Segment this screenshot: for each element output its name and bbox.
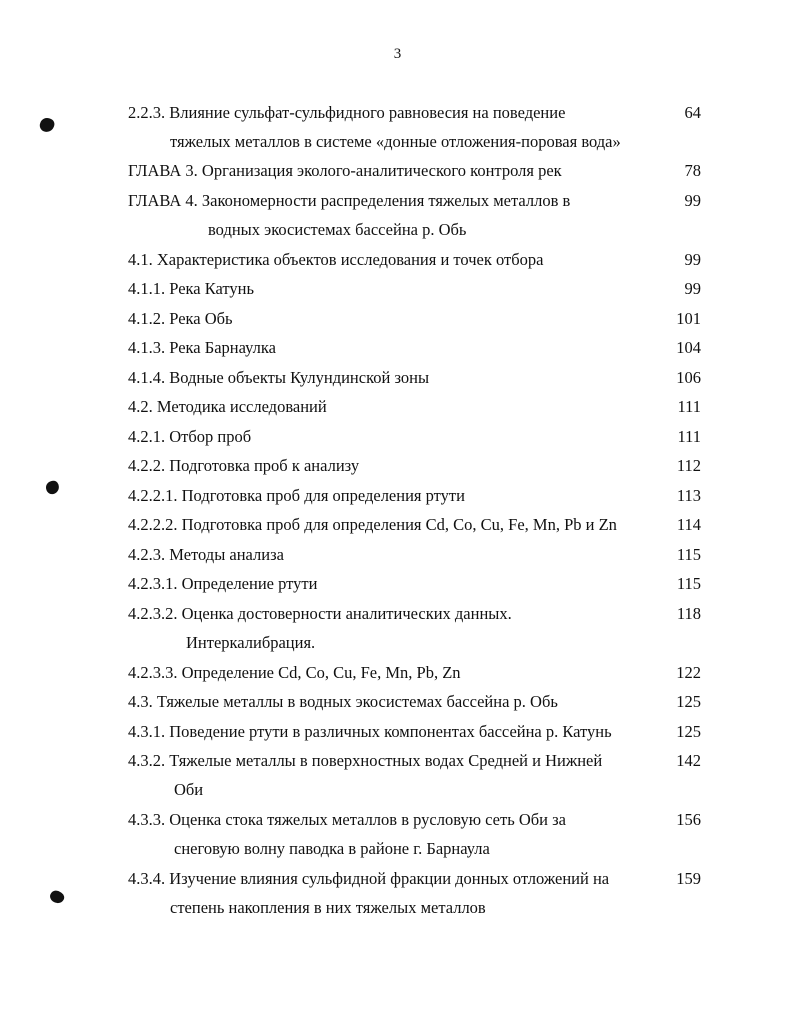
toc-entry [0,746,795,799]
toc-entry-page: 114 [676,515,701,534]
toc-entry-page: 112 [676,456,701,475]
toc-entry-page: 111 [677,427,701,446]
toc-entry [0,717,795,746]
toc-entry-title: 4.2.1. Отбор проб [128,427,252,446]
toc-entry [0,274,795,303]
toc-entry-page: 156 [676,810,701,829]
toc-entry-title: 4.2.2.2. Подготовка проб для определения Cd, Co, Cu, Fe, Mn, Pb и Zn [128,515,617,534]
toc-entry-page: 111 [677,397,701,416]
toc-entry [0,658,795,687]
toc-entry-title: 4.3.2. Тяжелые металлы в поверхностных водах Средней и Нижней [128,751,603,770]
toc-entry [0,156,795,185]
toc-entry-page: 113 [676,486,701,505]
toc-entry [0,186,795,239]
toc-entry-title: 4.2.2. Подготовка проб к анализу [128,456,360,475]
toc-entry-title: ГЛАВА 3. Организация эколого-аналитического контроля рек [128,161,562,180]
toc-entry-title: 4.1.4. Водные объекты Кулундинской зоны [128,368,430,387]
page-number: 3 [393,46,402,62]
toc-entry-title: 4.2.3. Методы анализа [128,545,284,564]
toc-entry-title: 4.3.3. Оценка стока тяжелых металлов в русловую сеть Оби за [128,810,566,829]
toc-entry [0,422,795,451]
toc-entry-page: 99 [684,279,701,298]
toc-entry [0,451,795,480]
toc-entry-title: 4.3. Тяжелые металлы в водных экосистемах бассейна р. Обь [128,692,558,711]
toc-entry-title: 4.2.3.2. Оценка достоверности аналитических данных. [128,604,512,623]
toc-entry [0,805,795,858]
toc-entry-page: 106 [676,368,701,387]
toc-entry [0,363,795,392]
toc-entry-title: 4.2.3.3. Определение Cd, Co, Cu, Fe, Mn, Pb, Zn [128,663,461,682]
toc-entry-page: 115 [676,545,701,564]
toc-entry-page: 115 [676,574,701,593]
toc-entry [0,245,795,274]
toc-entry [0,599,795,652]
toc-entry-page: 159 [676,869,701,888]
toc-entry-title: 4.1.3. Река Барнаулка [128,338,276,357]
toc-entry-title: 4.1.2. Река Обь [128,309,233,328]
toc-entry [0,481,795,510]
toc-entry-title: 2.2.3. Влияние сульфат-сульфидного равновесия на поведение [128,103,566,122]
toc-entry-title: ГЛАВА 4. Закономерности распределения тяжелых металлов в [128,191,571,210]
toc-entry [0,687,795,716]
toc-entry-page: 99 [684,191,701,210]
toc-entry [0,392,795,421]
toc-entry-page: 101 [676,309,701,328]
toc-entry-page: 78 [684,161,701,180]
toc-entry-title: 4.2.3.1. Определение ртути [128,574,318,593]
toc-entry-page: 104 [676,338,701,357]
toc-entry [0,98,795,151]
toc-entry-page: 118 [676,604,701,623]
toc-entry-continuation: Интеркалибрация. [186,633,316,652]
toc-entry-continuation: Оби [174,780,204,799]
toc-entry-page: 142 [676,751,701,770]
toc-entry-continuation: водных экосистемах бассейна р. Обь [208,220,467,239]
toc-entry [0,864,795,917]
toc-entry-continuation: тяжелых металлов в системе «донные отложения-поровая вода» [170,132,621,151]
toc-entry-title: 4.3.4. Изучение влияния сульфидной фракции донных отложений на [128,869,610,888]
toc-entry [0,540,795,569]
toc-entry-continuation: степень накопления в них тяжелых металлов [170,898,486,917]
toc-entry-continuation: снеговую волну паводка в районе г. Барнаула [174,839,490,858]
toc-entry [0,569,795,598]
toc-entry [0,510,795,539]
toc-entry-title: 4.3.1. Поведение ртути в различных компонентах бассейна р. Катунь [128,722,612,741]
toc-entry-title: 4.1.1. Река Катунь [128,279,255,298]
toc-entry [0,333,795,362]
toc-entry-page: 122 [676,663,701,682]
toc-entry-title: 4.1. Характеристика объектов исследования и точек отбора [128,250,544,269]
toc-entry-title: 4.2.2.1. Подготовка проб для определения ртути [128,486,465,505]
toc-entry-title: 4.2. Методика исследований [128,397,327,416]
toc-entry [0,304,795,333]
toc-entry-page: 125 [676,692,701,711]
toc-entry-page: 64 [684,103,701,122]
toc-entry-page: 125 [676,722,701,741]
toc-entry-page: 99 [684,250,701,269]
